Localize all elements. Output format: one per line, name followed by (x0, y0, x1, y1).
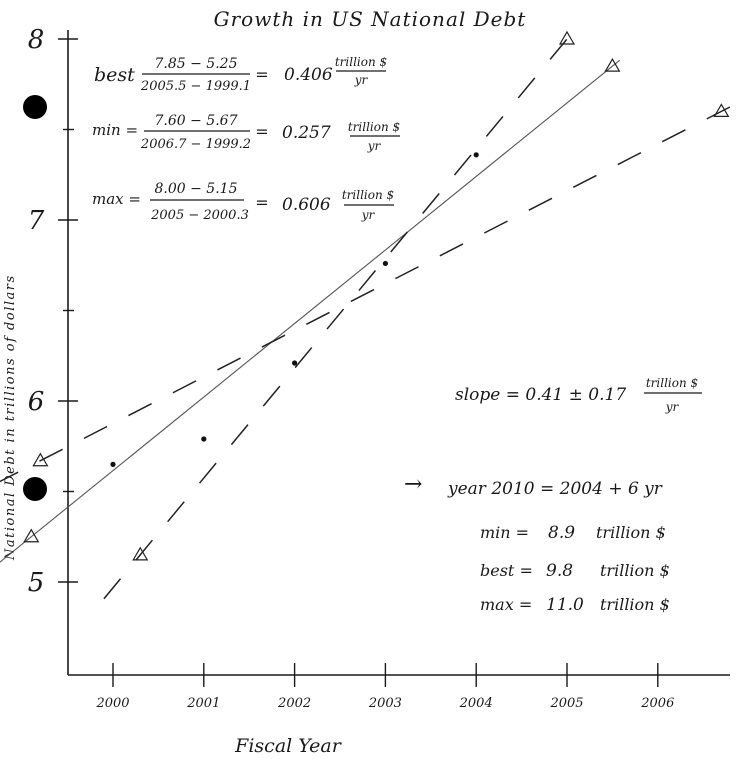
best-numerator: 7.85 − 5.25 (154, 56, 238, 72)
max-denominator: 2005 − 2000.3 (151, 208, 249, 223)
x-tick-label: 2004 (459, 696, 493, 711)
y-tick-label: 5 (27, 568, 45, 598)
y-axis-label: National Debt in trillions of dollars (3, 274, 18, 560)
slope-unit-bottom: yr (665, 400, 679, 414)
min-equals: = (255, 122, 269, 141)
prediction-value: 11.0 (546, 595, 584, 615)
slope-text: slope = 0.41 ± 0.17 (455, 385, 627, 405)
data-point (201, 436, 206, 441)
prediction-min (480, 523, 666, 543)
x-tick-label: 2000 (96, 696, 130, 711)
x-tick-label: 2005 (550, 696, 584, 711)
binder-hole-top (23, 95, 47, 119)
max-slope-calc (92, 181, 394, 223)
prediction-unit: trillion $ (600, 561, 670, 580)
min-label: min = (92, 121, 139, 139)
min-denominator: 2006.7 − 1999.2 (140, 137, 252, 152)
prediction-best (480, 561, 670, 581)
prediction-label: best = (480, 561, 533, 580)
x-tick-label: 2003 (368, 696, 402, 711)
min-slope-calc (92, 113, 400, 153)
x-axis-label: Fiscal Year (235, 735, 341, 757)
min-unit-bottom: yr (367, 139, 381, 153)
prediction-unit: trillion $ (600, 595, 670, 614)
max-unit-bottom: yr (361, 208, 375, 222)
prediction-unit: trillion $ (596, 523, 666, 542)
x-tick-label: 2002 (278, 696, 312, 711)
best-unit-top: trillion $ (334, 55, 388, 69)
best-label: best (94, 64, 135, 86)
data-point (474, 152, 479, 157)
chart-title: Growth in US National Debt (213, 7, 527, 31)
y-tick-label: 6 (27, 387, 45, 417)
year-2010-text: year 2010 = 2004 + 6 yr (448, 479, 662, 499)
best-slope-calc (94, 55, 387, 94)
max-value: 0.606 (282, 195, 331, 215)
max-unit-top: trillion $ (341, 188, 395, 202)
x-tick-label: 2006 (641, 696, 675, 711)
best-unit-bottom: yr (354, 73, 368, 87)
x-tick-label: 2001 (187, 696, 221, 711)
y-tick-label: 8 (27, 25, 45, 55)
binder-hole-bottom (23, 477, 47, 501)
min-value: 0.257 (282, 123, 331, 143)
prediction-value: 8.9 (548, 523, 576, 543)
year-2010-arrow: → (404, 472, 423, 497)
min-fit-line-endpoint-marker (33, 454, 47, 466)
prediction-max (480, 595, 670, 615)
max-fit-line-endpoint-marker (560, 32, 574, 44)
data-point (292, 360, 297, 365)
max-label: max = (92, 190, 141, 208)
data-point (383, 261, 388, 266)
prediction-label: min = (480, 523, 530, 542)
data-point (110, 462, 115, 467)
best-denominator: 2005.5 − 1999.1 (140, 79, 252, 94)
prediction-label: max = (480, 595, 533, 614)
best-fit-line-endpoint-marker (24, 530, 38, 542)
best-equals: = (255, 65, 269, 84)
prediction-value: 9.8 (546, 561, 574, 581)
best-fit-line-endpoint-marker (605, 59, 619, 71)
min-numerator: 7.60 − 5.67 (154, 113, 238, 129)
slope-unit-top: trillion $ (645, 376, 699, 390)
max-numerator: 8.00 − 5.15 (154, 181, 238, 197)
best-value: 0.406 (284, 65, 333, 85)
min-unit-top: trillion $ (347, 120, 401, 134)
y-tick-label: 7 (27, 206, 45, 236)
min-fit-line (0, 107, 730, 484)
slope-summary (455, 376, 702, 414)
max-equals: = (255, 193, 269, 212)
